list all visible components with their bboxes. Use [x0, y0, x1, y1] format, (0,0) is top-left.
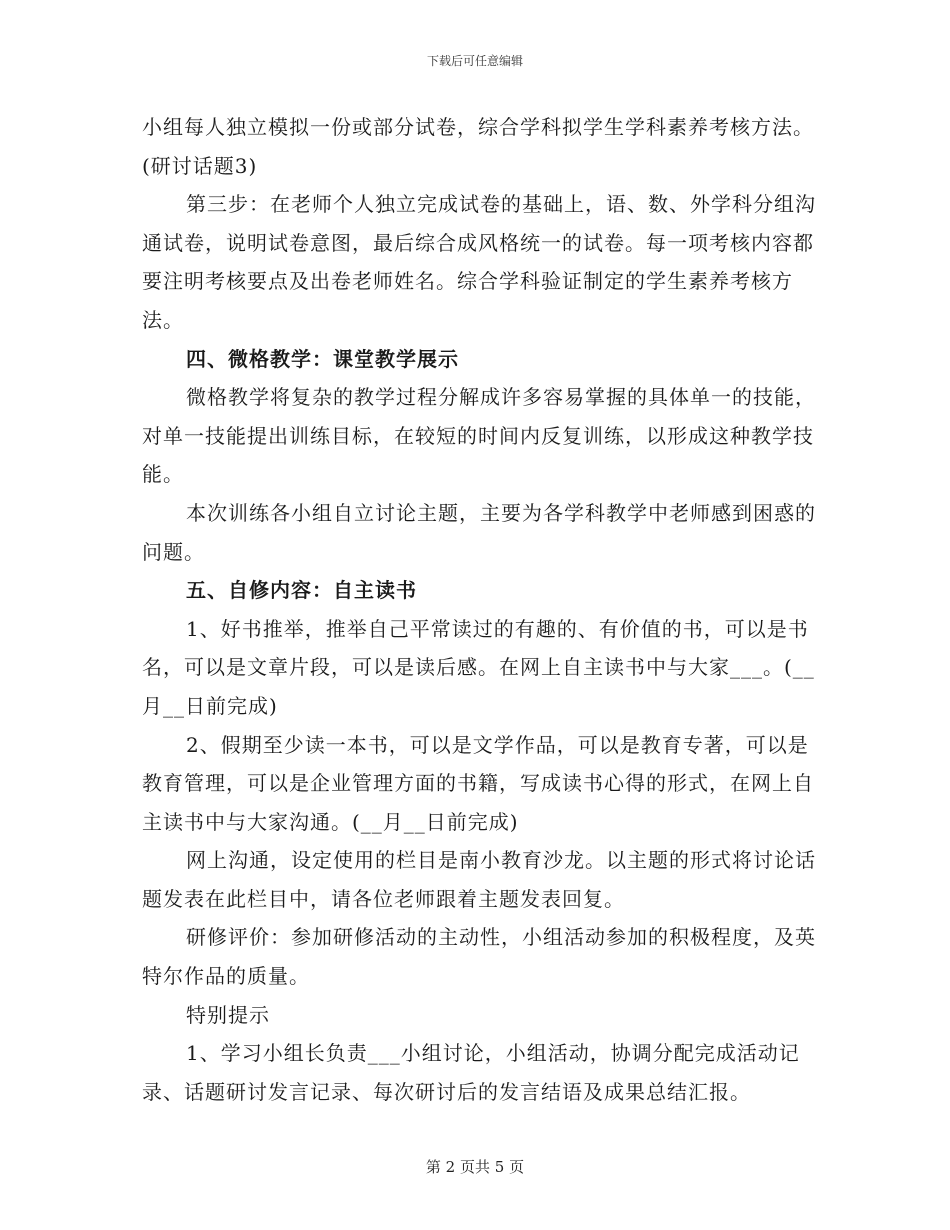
paragraph: 第三步：在老师个人独立完成试卷的基础上，语、数、外学科分组沟通试卷，说明试卷意图，最后综合成风格统一的试卷。每一项考核内容都要注明考核要点及出卷老师姓名。综合学科验证制定的学生素养考核方法。	[142, 192, 816, 332]
paragraph: 本次训练各小组自立讨论主题，主要为各学科教学中老师感到困惑的问题。	[142, 500, 816, 564]
page-header: 下载后可任意编辑	[426, 54, 523, 68]
section-heading: 五、自修内容：自主读书	[186, 578, 417, 603]
paragraph: 研修评价：参加研修活动的主动性，小组活动参加的积极程度，及英特尔作品的质量。	[142, 925, 816, 989]
paragraph: 1、学习小组长负责___小组讨论，小组活动，协调分配完成活动记录、话题研讨发言记录、每次研讨后的发言结语及成果总结汇报。	[142, 1041, 800, 1104]
section-heading: 四、微格教学：课堂教学展示	[186, 346, 459, 371]
page-footer: 第 2 页共 5 页	[425, 1158, 525, 1176]
paragraph: 特别提示	[186, 1002, 270, 1027]
paragraph: 小组每人独立模拟一份或部分试卷，综合学科拟学生学科素养考核方法。(研讨话题3)	[142, 115, 814, 178]
document-body	[142, 108, 822, 1111]
paragraph: 网上沟通，设定使用的栏目是南小教育沙龙。以主题的形式将讨论话题发表在此栏目中，请各位老师跟着主题发表回复。	[142, 848, 816, 911]
paragraph: 微格教学将复杂的教学过程分解成许多容易掌握的具体单一的技能，对单一技能提出训练目标，在较短的时间内反复训练，以形成这种教学技能。	[142, 385, 816, 487]
paragraph: 2、假期至少读一本书，可以是文学作品，可以是教育专著，可以是教育管理，可以是企业管理方面的书籍，写成读书心得的形式，在网上自主读书中与大家沟通。(__月__日前完成)	[142, 732, 814, 834]
paragraph: 1、好书推举，推举自己平常读过的有趣的、有价值的书，可以是书名，可以是文章片段，可以是读后感。在网上自主读书中与大家___。(__月__日前完成)	[142, 616, 815, 718]
